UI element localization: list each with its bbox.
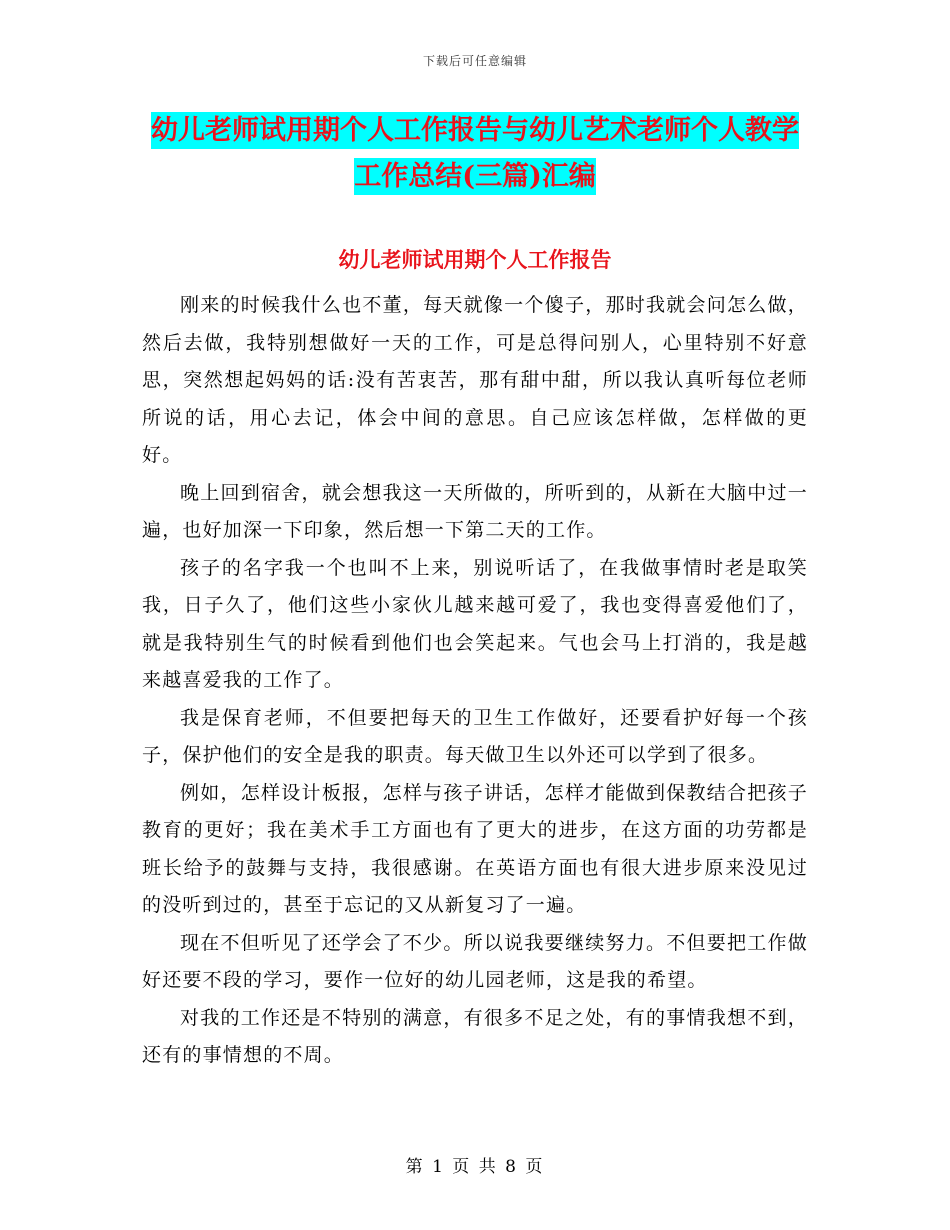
paragraph: 对我的工作还是不特别的满意，有很多不足之处，有的事情我想不到，还有的事情想的不周。 bbox=[142, 1006, 808, 1066]
paragraph: 孩子的名字我一个也叫不上来，别说听话了，在我做事情时老是取笑我，日子久了，他们这些小家伙儿越来越可爱了，我也变得喜爱他们了，就是我特别生气的时候看到他们也会笑起来。气也会马上打消的，我是越来越喜爱我的工作了。 bbox=[142, 556, 808, 691]
header-note: 下载后可任意编辑 bbox=[422, 54, 527, 68]
section-title: 幼儿老师试用期个人工作报告 bbox=[338, 247, 612, 272]
page-footer: 第 1 页 共 8 页 bbox=[405, 1157, 545, 1177]
title-highlight: 幼儿老师试用期个人工作报告与幼儿艺术老师个人教学工作总结(三篇)汇编 bbox=[151, 112, 799, 195]
document-title bbox=[140, 108, 810, 200]
paragraph: 现在不但听见了还学会了不少。所以说我要继续努力。不但要把工作做好还要不段的学习，要作一位好的幼儿园老师，这是我的希望。 bbox=[142, 931, 808, 991]
paragraph: 我是保育老师，不但要把每天的卫生工作做好，还要看护好每一个孩子，保护他们的安全是我的职责。每天做卫生以外还可以学到了很多。 bbox=[142, 706, 808, 766]
paragraph: 例如，怎样设计板报，怎样与孩子讲话，怎样才能做到保教结合把孩子教育的更好；我在美术手工方面也有了更大的进步，在这方面的功劳都是班长给予的鼓舞与支持，我很感谢。在英语方面也有很大进步原来没见过的没听到过的，甚至于忘记的又从新复习了一遍。 bbox=[142, 781, 808, 916]
paragraph: 晚上回到宿舍，就会想我这一天所做的，所听到的，从新在大脑中过一遍，也好加深一下印象，然后想一下第二天的工作。 bbox=[142, 481, 808, 541]
paragraph: 刚来的时候我什么也不董，每天就像一个傻子，那时我就会问怎么做，然后去做，我特别想做好一天的工作，可是总得问别人，心里特别不好意思，突然想起妈妈的话:没有苦衷苦，那有甜中甜，所以我认真听每位老师所说的话，用心去记，体会中间的意思。自己应该怎样做，怎样做的更好。 bbox=[142, 294, 808, 466]
body-text bbox=[142, 287, 808, 1075]
